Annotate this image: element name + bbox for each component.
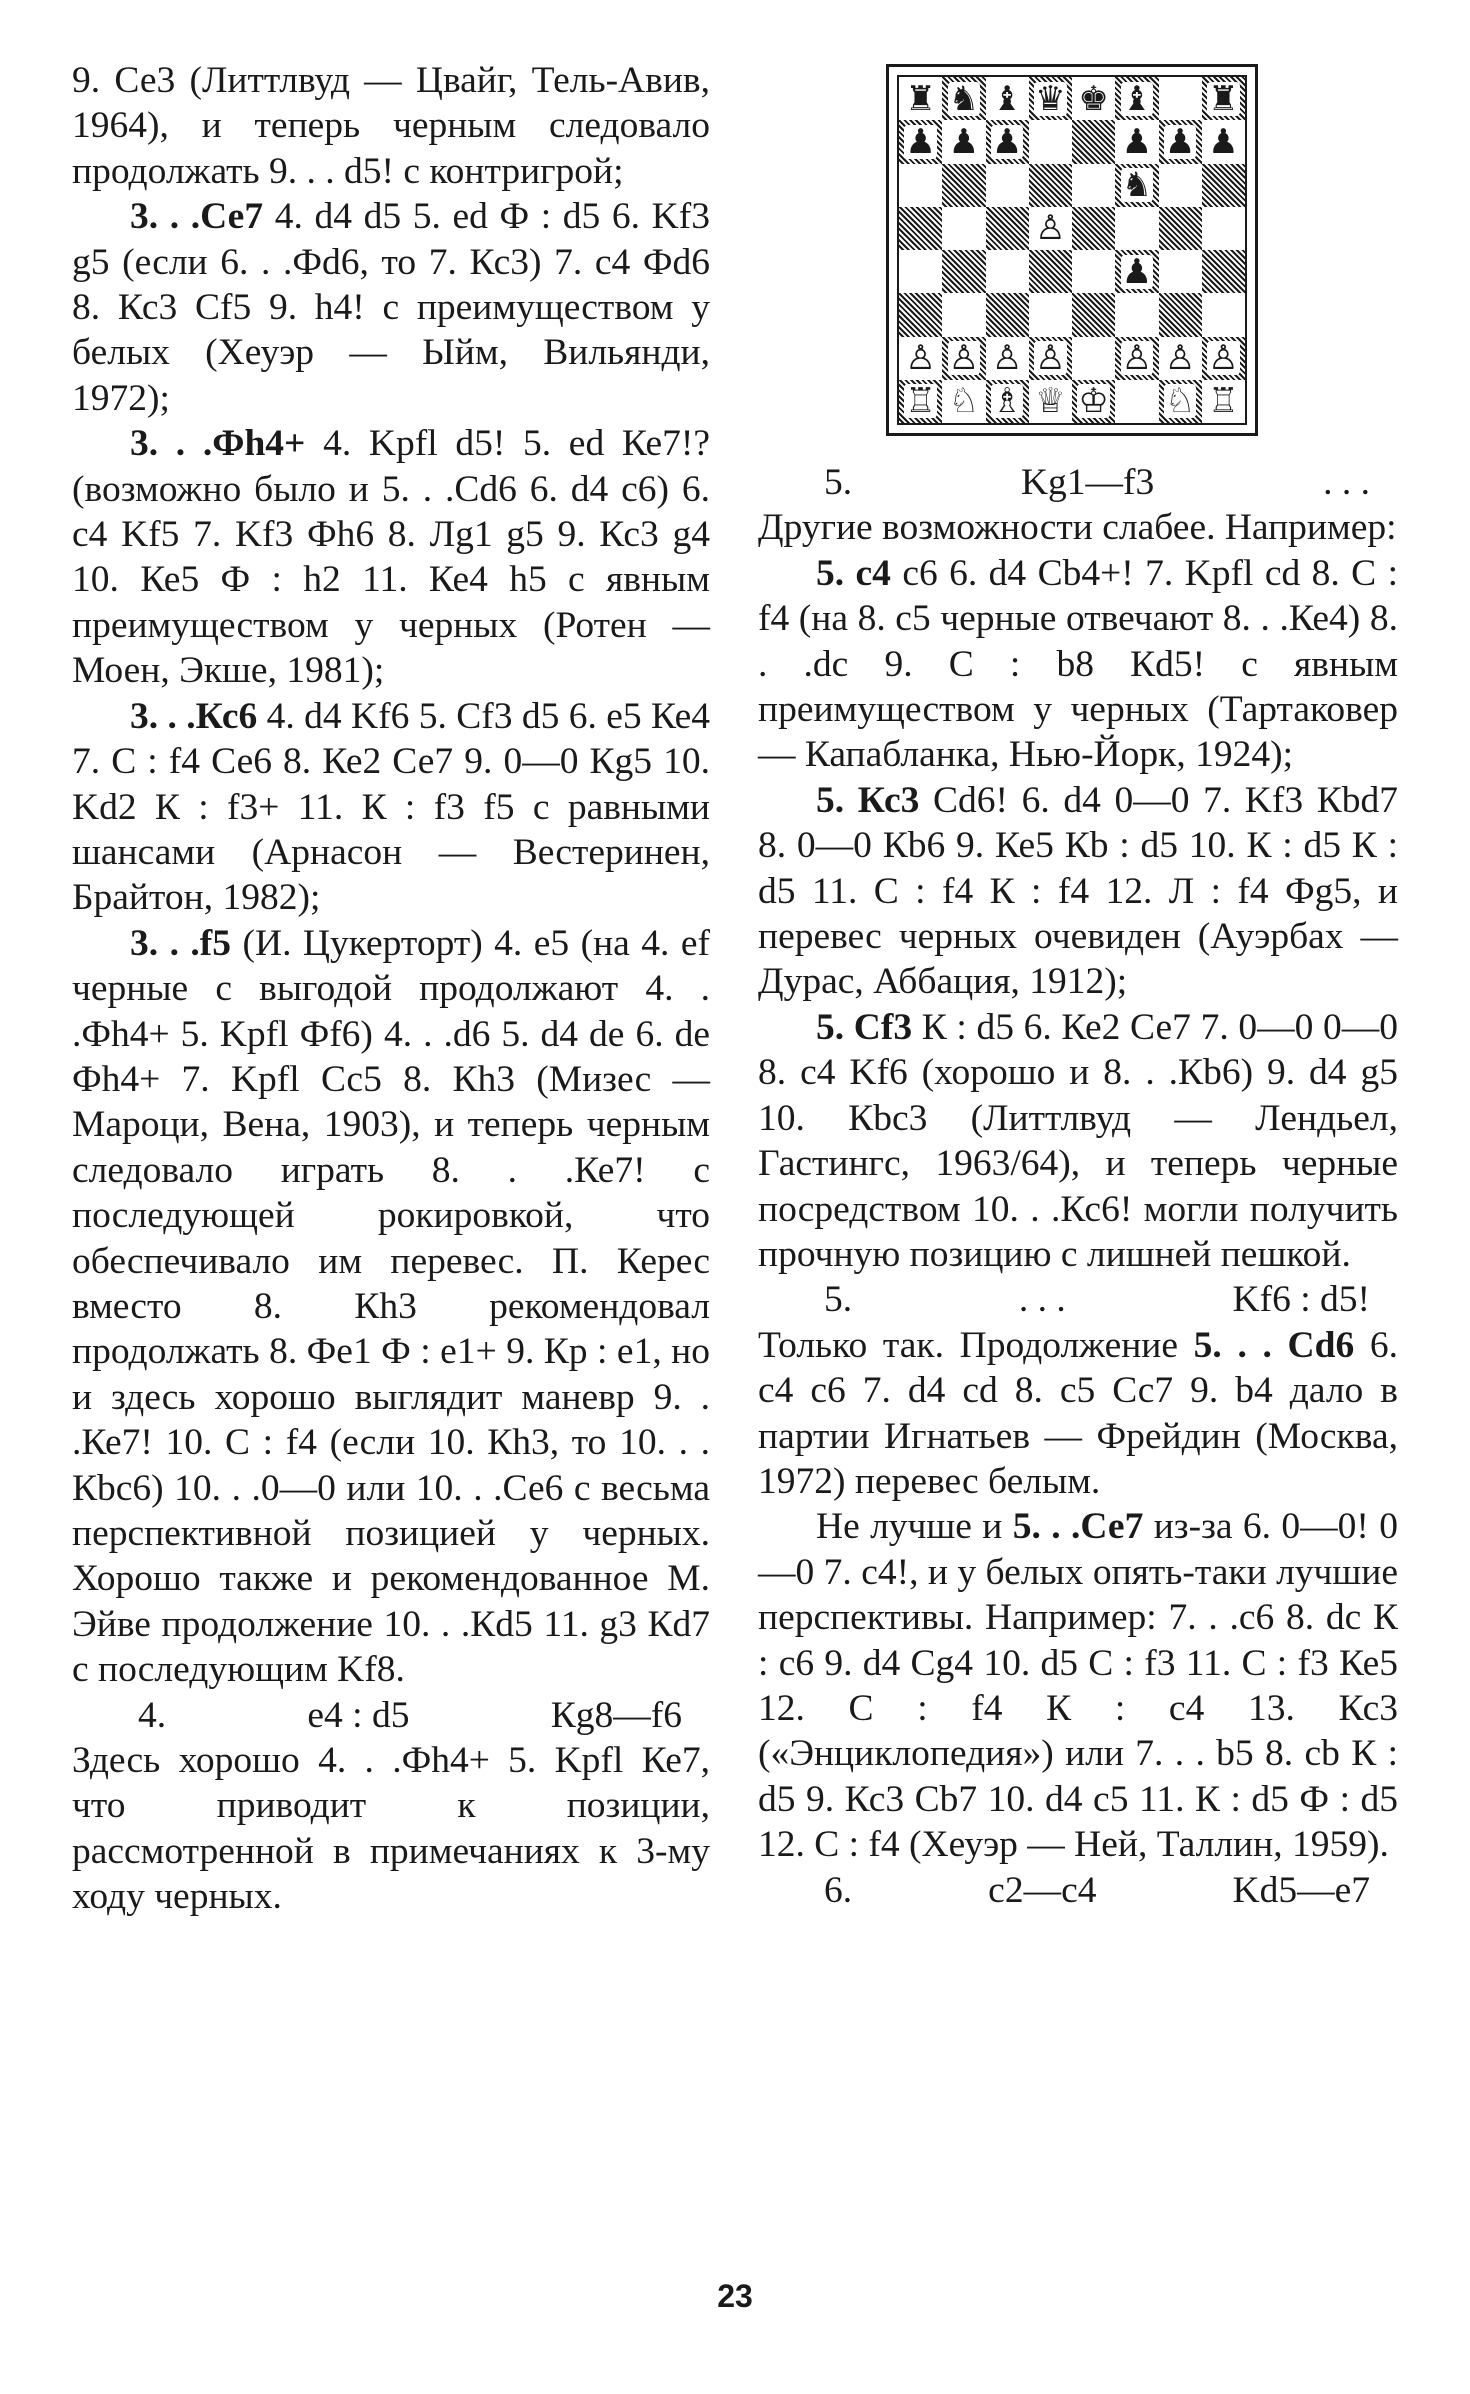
paragraph: 3. . .Фh4+ 4. Kpfl d5! 5. ed Ке7!? (возможно было и 5. . .Cd6 6. d4 c6) 6. c4 Kf5 7. Kf3 Фh6 8. Лg1 g5 9. Кс3 g4 10. Ке5 Ф : h2 11. Ке4 h5 с явным преимуществом у черных (Ротен — Моен, Экше, 1981);: [72, 423, 710, 692]
black-move: Kd5—e7: [1232, 1869, 1370, 1911]
chess-piece-icon: ♙: [1035, 208, 1066, 249]
board-square: [1115, 337, 1158, 380]
board-square: [1072, 207, 1115, 250]
board-square: [1159, 77, 1202, 120]
board-square: [1115, 207, 1158, 250]
paragraph: Не лучше и 5. . .Се7 из-за 6. 0—0! 0—0 7. с4!, и у белых опять-таки лучшие перспективы. Например: 7. . .с6 8. dc К : с6 9. d4 Cg4 10. d5 С : f3 11. С : f3 Ке5 12. С : f4 К : с4 13. Кс3 («Энциклопедия») или 7. . . b5 8. cb К : d5 9. Кс3 Cb7 10. d4 с5 11. К : d5 Ф : d5 12. С : f4 (Хеуэр — Ней, Таллин, 1959).: [758, 1506, 1399, 1866]
chess-piece-icon: ♘: [1164, 381, 1196, 422]
board-square: [1159, 207, 1202, 250]
board-square: [1072, 380, 1115, 423]
move-number: 5.: [824, 462, 853, 503]
chess-piece-icon: ♟: [948, 121, 980, 162]
board-square: [986, 207, 1029, 250]
chess-piece-icon: ♖: [1208, 381, 1239, 422]
board-square: [1029, 77, 1072, 120]
chess-piece-icon: ♚: [1078, 78, 1109, 119]
board-square: [1029, 293, 1072, 336]
board-square: [1202, 77, 1245, 120]
chess-piece-icon: ♙: [991, 338, 1023, 379]
board-square: [1029, 207, 1072, 250]
board-square: [899, 293, 942, 336]
chess-piece-icon: ♟: [1208, 121, 1239, 162]
board-square: [899, 380, 942, 423]
white-move: . . .: [1018, 1279, 1066, 1321]
board-square: [986, 337, 1029, 380]
right-column: [758, 460, 1398, 1913]
board-square: [986, 250, 1029, 293]
move-line: [72, 1693, 710, 1738]
chess-piece-icon: ♕: [1035, 381, 1066, 422]
board-square: [1072, 120, 1115, 163]
black-move: Kf6 : d5!: [1232, 1279, 1370, 1321]
board-square: [1072, 250, 1115, 293]
chess-piece-icon: ♘: [948, 381, 980, 422]
paragraph: 3. . .Се7 4. d4 d5 5. ed Ф : d5 6. Kf3 g5 (если 6. . .Фd6, то 7. Кс3) 7. с4 Фd6 8. Кс3 Cf5 9. h4! с преимуществом у белых (Хеуэр — Ыйм, Вильянди, 1972);: [72, 196, 711, 419]
board-square: [1115, 293, 1158, 336]
board-square: [1202, 164, 1245, 207]
board-square: [899, 250, 942, 293]
paragraph: 9. Се3 (Литтлвуд — Цвайг, Тель-Авив, 1964), и теперь черным следовало продолжать 9. . . d5! с контригрой;: [72, 60, 710, 192]
board-square: [986, 77, 1029, 120]
chess-piece-icon: ♞: [1121, 165, 1153, 206]
black-move: . . .: [1323, 462, 1370, 503]
board-square: [1115, 250, 1158, 293]
board-square: [899, 337, 942, 380]
left-column: [72, 58, 710, 1920]
paragraph: Здесь хорошо 4. . .Фh4+ 5. Kpfl Ке7, что приводит к позиции, рассмотренной в примечаниях к 3-му ходу черных.: [72, 1740, 710, 1918]
chess-piece-icon: ♟: [1121, 121, 1153, 162]
board-square: [1072, 164, 1115, 207]
board-square: [986, 164, 1029, 207]
chess-piece-icon: ♟: [1121, 251, 1153, 292]
board-square: [942, 337, 985, 380]
white-move: с2—с4: [988, 1869, 1097, 1911]
board-square: [1072, 337, 1115, 380]
board-square: [1115, 164, 1158, 207]
move-line: [758, 1277, 1398, 1322]
paragraph: Только так. Продолжение 5. . . Cd6 6. с4 с6 7. d4 cd 8. с5 Сс7 9. b4 дало в партии Игнатьев — Фрейдин (Москва, 1972) перевес белым.: [758, 1324, 1399, 1502]
board-square: [1202, 337, 1245, 380]
chess-piece-icon: ♙: [1035, 338, 1066, 379]
board-square: [1029, 380, 1072, 423]
paragraph: 3. . .Кс6 4. d4 Kf6 5. Cf3 d5 6. e5 Ке4 7. С : f4 Се6 8. Ке2 Се7 9. 0—0 Кg5 10. Kd2 К : f3+ 11. К : f3 f5 с равными шансами (Арнасон — Вестеринен, Брайтон, 1982);: [72, 695, 710, 919]
chess-piece-icon: ♟: [1164, 121, 1196, 162]
chess-piece-icon: ♗: [991, 381, 1023, 422]
board-square: [1072, 293, 1115, 336]
board-square: [899, 120, 942, 163]
move-number: 6.: [824, 1869, 853, 1911]
board-square: [1029, 337, 1072, 380]
chess-piece-icon: ♖: [905, 381, 936, 422]
chess-piece-icon: ♜: [905, 78, 936, 119]
move-line: [758, 460, 1398, 505]
paragraph: 5. Кс3 Cd6! 6. d4 0—0 7. Kf3 Кbd7 8. 0—0 Кb6 9. Ке5 Кb : d5 10. К : d5 К : d5 11. С : f4 К : f4 12. Л : f4 Фg5, и перевес черных очевиден (Ауэрбах — Дурас, Аббация, 1912);: [758, 779, 1398, 1003]
board-square: [899, 164, 942, 207]
chess-piece-icon: ♟: [991, 121, 1023, 162]
board-square: [986, 120, 1029, 163]
chess-board: [897, 75, 1247, 425]
board-square: [1115, 380, 1158, 423]
chess-piece-icon: ♙: [1164, 338, 1196, 379]
board-square: [986, 293, 1029, 336]
page-number: 23: [717, 2278, 753, 2314]
chess-piece-icon: ♞: [948, 78, 980, 119]
board-square: [942, 120, 985, 163]
board-square: [1159, 380, 1202, 423]
board-square: [1115, 120, 1158, 163]
board-square: [942, 293, 985, 336]
chess-piece-icon: ♟: [905, 121, 936, 162]
board-square: [986, 380, 1029, 423]
move-number: 5.: [824, 1279, 853, 1321]
board-square: [1202, 293, 1245, 336]
board-square: [1202, 120, 1245, 163]
board-square: [942, 207, 985, 250]
chess-piece-icon: ♜: [1208, 78, 1239, 119]
paragraph: 3. . .f5 (И. Цукерторт) 4. е5 (на 4. ef черные с выгодой продолжают 4. . .Фh4+ 5. Kpfl Фf6) 4. . .d6 5. d4 de 6. de Фh4+ 7. Kpfl Сс5 8. Кh3 (Мизес — Мароци, Вена, 1903), и теперь черным следовало играть 8. . .Ке7! с последующей рокировкой, что обеспечивало им перевес. П. Керес вместо 8. Кh3 рекомендовал продолжать 8. Фе1 Ф : е1+ 9. Кр : е1, но и здесь хорошо выглядит маневр 9. . .Ке7! 10. С : f4 (если 10. Кh3, то 10. . . Кbс6) 10. . .0—0 или 10. . .Се6 с весьма перспективной позицией у черных. Хорошо также и рекомендованное М. Эйве продолжение 10. . .Кd5 11. g3 Кd7 с последующим Kf8.: [72, 922, 710, 1691]
board-square: [899, 207, 942, 250]
board-square: [1159, 120, 1202, 163]
board-square: [942, 164, 985, 207]
board-square: [1159, 293, 1202, 336]
chess-piece-icon: ♙: [905, 338, 936, 379]
board-square: [1159, 164, 1202, 207]
board-square: [1029, 250, 1072, 293]
chess-piece-icon: ♛: [1035, 78, 1066, 119]
board-square: [942, 380, 985, 423]
move-line: [758, 1868, 1398, 1913]
board-square: [1072, 77, 1115, 120]
board-square: [1159, 250, 1202, 293]
chess-piece-icon: ♙: [1208, 338, 1239, 379]
move-number: 4.: [138, 1694, 167, 1736]
board-square: [1159, 337, 1202, 380]
chess-piece-icon: ♝: [991, 78, 1023, 119]
board-square: [1029, 164, 1072, 207]
board-square: [1202, 250, 1245, 293]
paragraph: 5. с4 с6 6. d4 Cb4+! 7. Kpfl cd 8. С : f4 (на 8. с5 черные отвечают 8. . .Ке4) 8. . .dc 9. С : b8 Кd5! с явным преимуществом у черных (Тартаковер — Капабланка, Нью-Йорк, 1924);: [758, 552, 1398, 776]
paragraph: 5. Cf3 К : d5 6. Ке2 Се7 7. 0—0 0—0 8. с4 Kf6 (хорошо и 8. . .Кb6) 9. d4 g5 10. Кbс3 (Литтлвуд — Лендьел, Гастингс, 1963/64), и теперь черные посредством 10. . .Кс6! могли получить прочную позицию с лишней пешкой.: [758, 1006, 1398, 1275]
board-square: [942, 77, 985, 120]
white-move: e4 : d5: [307, 1694, 410, 1736]
board-square: [1202, 207, 1245, 250]
chess-piece-icon: ♙: [1121, 338, 1153, 379]
chess-piece-icon: ♙: [948, 338, 980, 379]
black-move: Кg8—f6: [550, 1694, 682, 1736]
board-square: [899, 77, 942, 120]
chess-diagram: [886, 64, 1258, 436]
board-square: [1115, 77, 1158, 120]
board-square: [1202, 380, 1245, 423]
paragraph: Другие возможности слабее. Например:: [758, 507, 1397, 549]
chess-piece-icon: ♝: [1121, 78, 1153, 119]
board-square: [1029, 120, 1072, 163]
white-move: Kg1—f3: [1020, 462, 1155, 503]
chess-piece-icon: ♔: [1078, 381, 1109, 422]
board-square: [942, 250, 985, 293]
